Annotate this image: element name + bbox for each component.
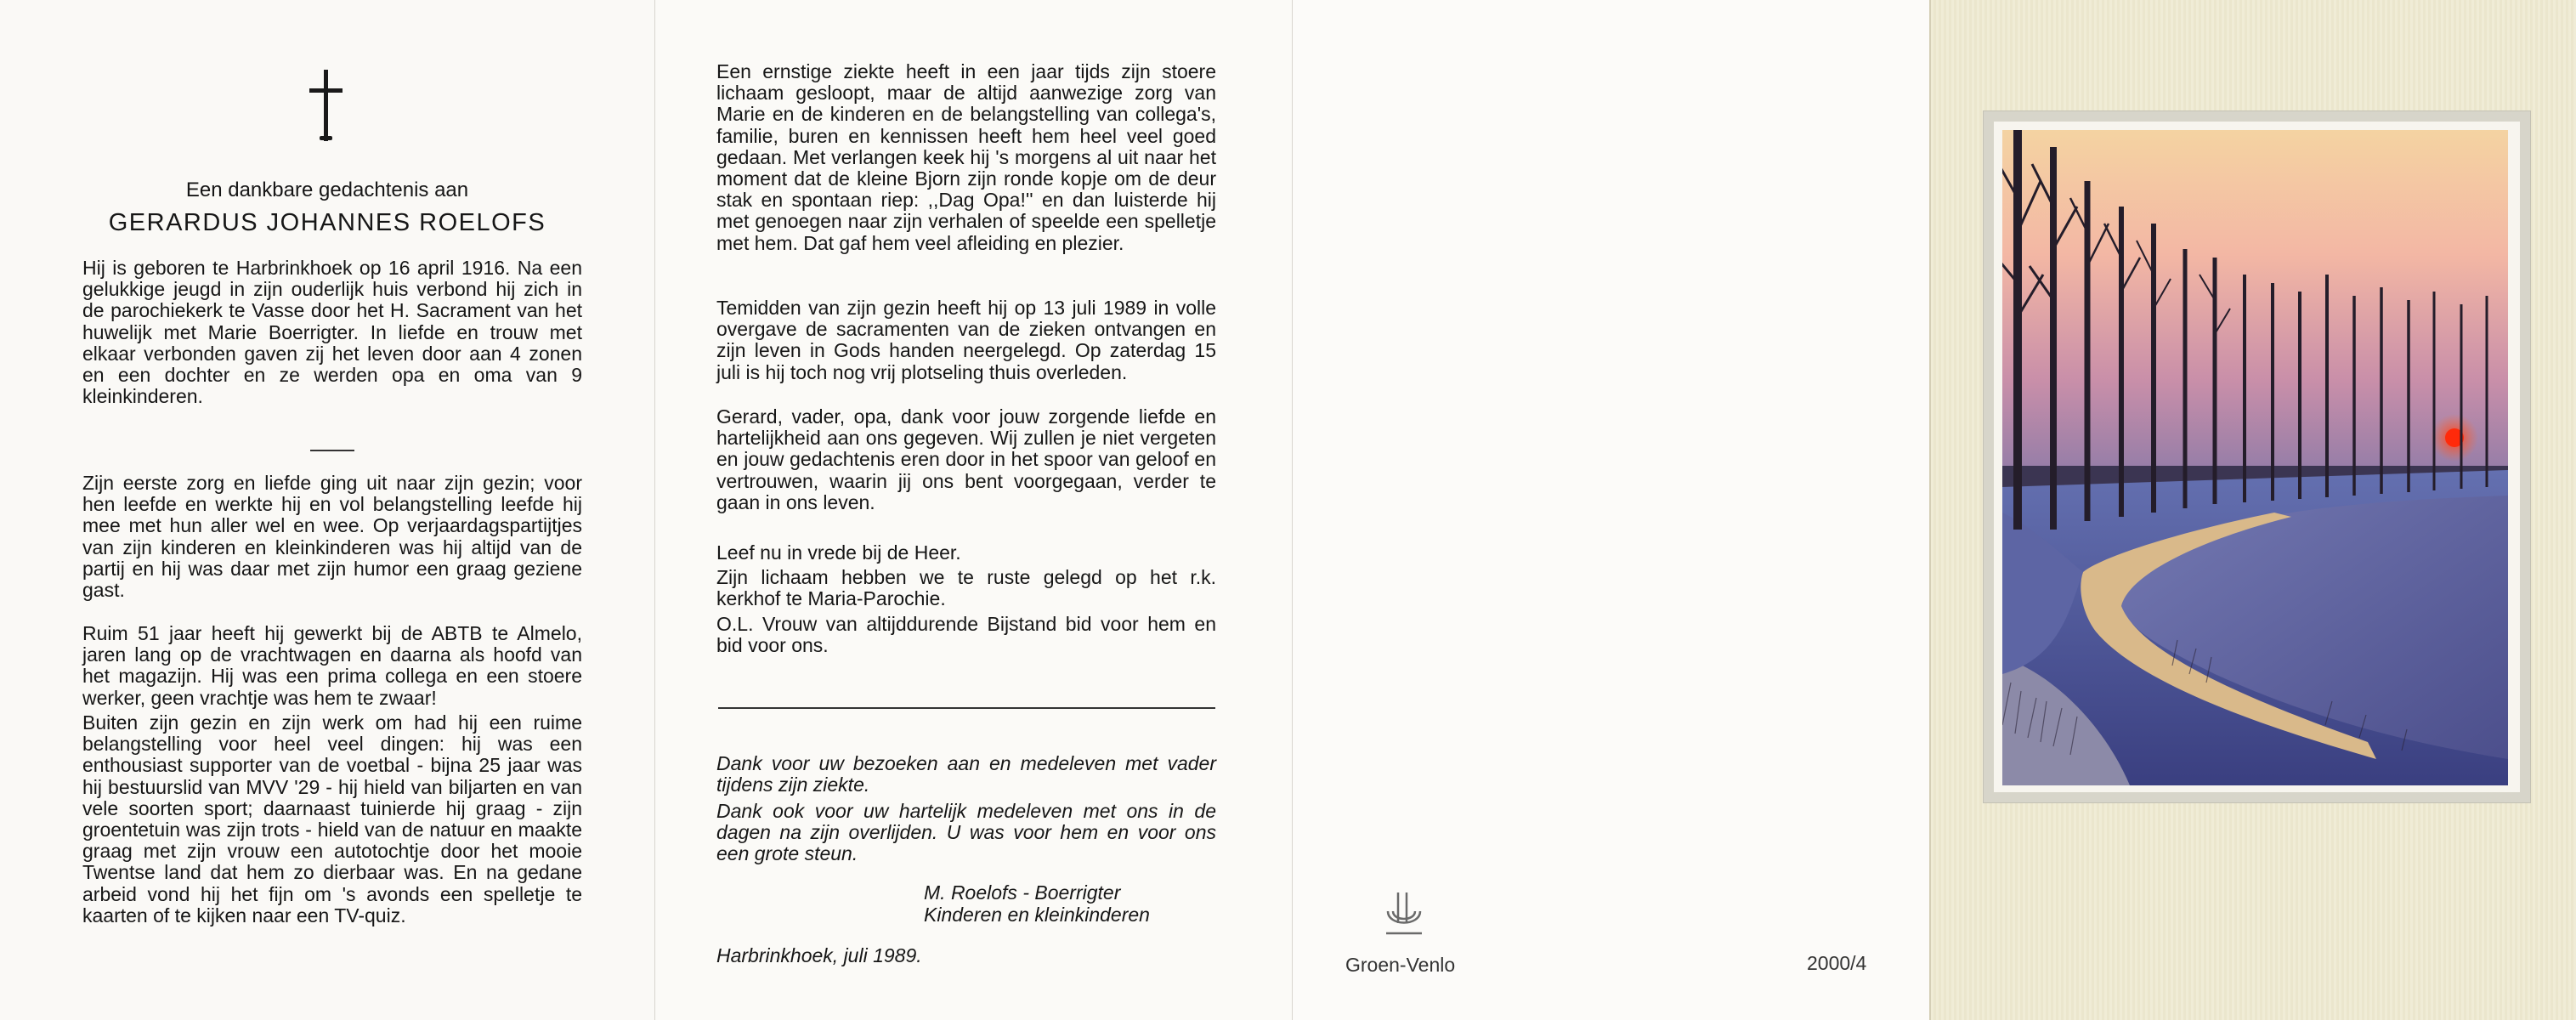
thanks-support: Dank ook voor uw hartelijk medeleven met ons in de dagen na zijn overlijden. U was voor hem en voor ons een grote steun.	[716, 800, 1216, 865]
card-panel-left	[0, 0, 654, 1020]
signature-family: Kinderen en kleinkinderen	[924, 904, 1150, 926]
paragraph-burial: Zijn lichaam hebben we te ruste gelegd op het r.k. kerkhof te Maria-Parochie.	[716, 566, 1216, 610]
short-divider	[310, 450, 354, 451]
paragraph-illness: Een ernstige ziekte heeft in een jaar tijds zijn stoere lichaam gesloopt, maar de altijd aanwezige zorg van Marie en de kinderen en de belangstelling van collega's, familie, buren en kennissen heeft hem heel veel goed gedaan. Met verlangen keek hij 's morgens al uit naar het moment dat de kleine Bjorn zijn ronde kopje om de deur stak en spontaan riep: ,,Dag Opa!'' en dan luisterde hij met genoegen naar zijn verhalen of speelde een spelletje met hem. Dat gaf hem veel afleiding en plezier.	[716, 60, 1216, 254]
publisher-name: Groen-Venlo	[1345, 954, 1456, 976]
paragraph-birth-marriage: Hij is geboren te Harbrinkhoek op 16 april 1916. Na een gelukkige jeugd in zijn ouderlijk huis verbond hij zich in de parochiekerk te Vasse door het H. Sacrament van het huwelijk met Marie Boerrigter. In liefde en trouw met elkaar verbonden gaven zij het leven door aan 4 zonen en een dochter en ze werden opa en oma van 9 kleinkinderen.	[82, 257, 582, 408]
paragraph-farewell: Gerard, vader, opa, dank voor jouw zorgende liefde en hartelijkheid aan ons gegeven. Wij zullen je niet vergeten en jouw gedachtenis eren door in het spoor van geloof en vertrouwen, waarin jij ons bent voorgegaan, verder te gaan in ons leven.	[716, 405, 1216, 513]
publisher-logo-icon	[1381, 889, 1427, 938]
print-code: 2000/4	[1807, 952, 1867, 974]
paragraph-prayer: O.L. Vrouw van altijddurende Bijstand bid voor hem en bid voor ons.	[716, 613, 1216, 657]
deceased-name: GERARDUS JOHANNES ROELOFS	[108, 209, 546, 236]
card-panel-back	[1292, 0, 1929, 1020]
photo-mat	[1994, 122, 2520, 792]
photo-frame	[1983, 110, 2531, 803]
paragraph-passing: Temidden van zijn gezin heeft hij op 13 juli 1989 in volle overgave de sacramenten van de zieken ontvangen en zijn leven in Gods handen neergelegd. Op zaterdag 15 juli is hij toch nog vrij plotseling thuis overleden.	[716, 297, 1216, 383]
dedication-line: Een dankbare gedachtenis aan	[185, 178, 469, 201]
winter-sunset-photo	[2002, 130, 2508, 785]
paragraph-peace: Leef nu in vrede bij de Heer.	[716, 541, 961, 564]
place-date: Harbrinkhoek, juli 1989.	[716, 944, 922, 966]
signature-widow: M. Roelofs - Boerrigter	[924, 881, 1121, 904]
cross-icon	[309, 70, 343, 146]
thanks-visits: Dank voor uw bezoeken aan en medeleven met vader tijdens zijn ziekte.	[716, 752, 1216, 796]
long-divider	[718, 707, 1215, 709]
paragraph-family: Zijn eerste zorg en liefde ging uit naar zijn gezin; voor hen leefde en werkte hij en vol belangstelling leefde hij mee met hun aller wel en wee. Op verjaardagspartijtjes van zijn kinderen en kleinkinderen was hij altijd van de partij en hij was daar met zijn humor een graag geziene gast.	[82, 472, 582, 602]
paragraph-hobbies: Buiten zijn gezin en zijn werk om had hij een ruime belangstelling voor heel veel dingen: hij was een enthousiast supporter van de voetbal - bijna 25 jaar was hij bestuurslid van MVV '29 - hij hield van biljarten en van vele soorten sport; daarnaast tuinierde hij graag - zijn groentetuin was zijn trots - hield van de natuur en maakte graag met zijn vrouw een autotochtje door het mooie Twentse land dat hem zo dierbaar was. En na gedane arbeid vond hij het fijn om 's avonds een spelletje te kaarten of te kijken naar een TV-quiz.	[82, 711, 582, 926]
paragraph-work: Ruim 51 jaar heeft hij gewerkt bij de ABTB te Almelo, jaren lang op de vrachtwagen en daarna als hoofd van het magazijn. Hij was een prima collega en een stoere werker, geen vrachtje was hem te zwaar!	[82, 622, 582, 709]
